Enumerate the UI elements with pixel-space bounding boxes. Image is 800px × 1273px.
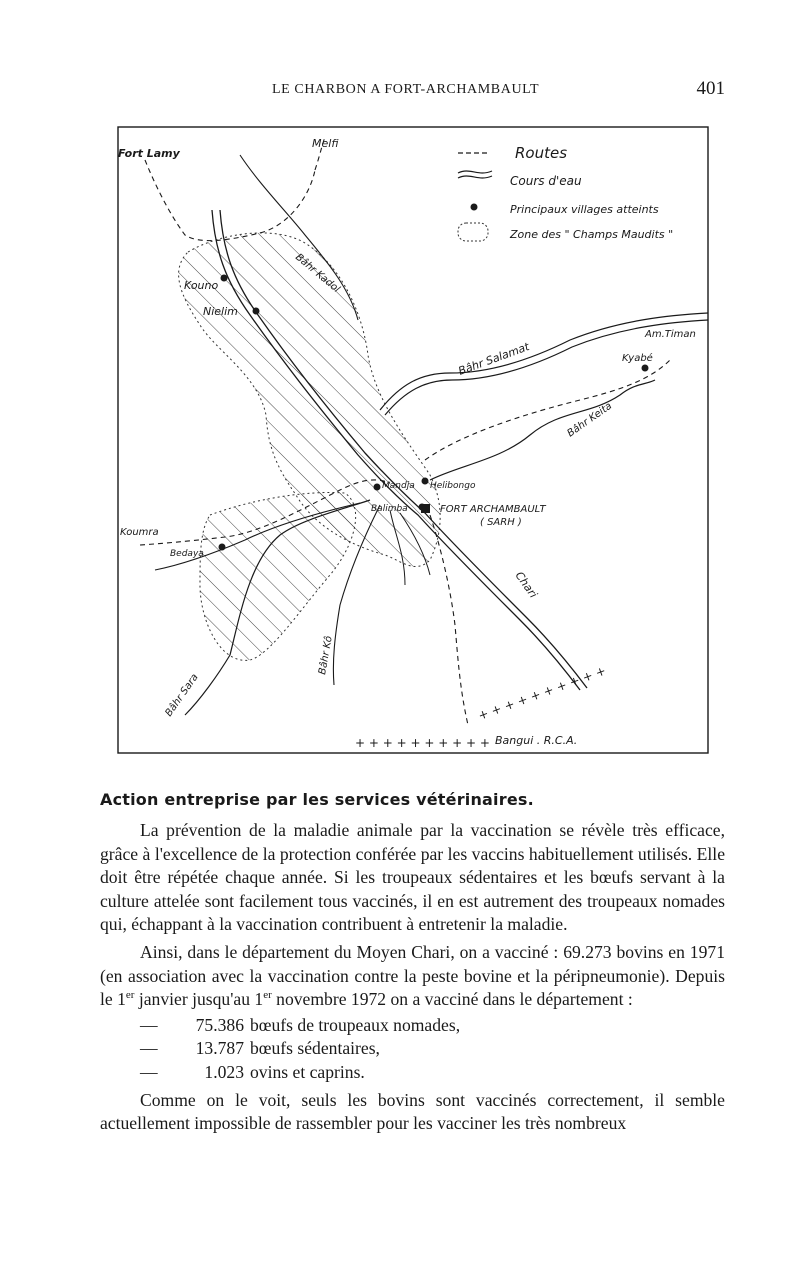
bahr-salamat-river: [380, 313, 708, 410]
label-kyabe: Kyabé: [622, 353, 653, 364]
running-title: LE CHARBON A FORT-ARCHAMBAULT: [272, 82, 540, 97]
bahr-keita-river: [430, 380, 655, 480]
village-dot-kouno: [221, 275, 228, 282]
running-header: [100, 74, 725, 104]
village-dot-nielim: [253, 308, 260, 315]
label-am-timan: Am.Timan: [645, 329, 696, 340]
label-bahr-keita: Bâhr Keita: [565, 400, 615, 440]
road-bangui: [430, 515, 468, 725]
label-mandja: Mandja: [382, 481, 415, 491]
list-number: 13.787: [195, 1038, 244, 1059]
paragraph-1: La prévention de la maladie animale par la vaccination se révèle très efficace, grâce à l'excellence de la protection conférée par les vaccins habituellement utilisés. Elle doit être répétée chaque année. Si les troupeaux sédentaires et les bœufs servant à la culture attelée sont facilement tous vaccinés, il en est autrement des troupeaux nomades qui, échappant à la vaccination contribuent à entretenir la maladie.: [100, 820, 725, 935]
legend-zone-symbol: [458, 223, 488, 241]
legend-rivers-label: Cours d'eau: [510, 174, 582, 188]
legend-roads-label: Routes: [515, 144, 568, 162]
label-nielim: Nielim: [203, 305, 238, 318]
list-dash: —: [140, 1038, 158, 1059]
legend-zone-label: Zone des " Champs Maudits ": [510, 228, 674, 241]
list-text: bœufs de troupeaux nomades,: [250, 1014, 461, 1035]
border-crosses-east: + + + + + + + + + +: [476, 663, 608, 723]
paragraph-2-part-2: janvier jusqu'au 1: [134, 989, 264, 1010]
road-fort-lamy: [145, 160, 315, 241]
list-item: [100, 1014, 725, 1038]
label-bahr-salamat: Bâhr Salamat: [456, 340, 532, 378]
paragraph-2-part-1: Ainsi, dans le département du Moyen Chari, on a vacciné : 69.273 bovins en 1971 (en association avec la vaccination contre la peste bovine et la péripneumonie). Depuis le 1: [100, 941, 725, 1010]
legend-rivers-symbol: [458, 171, 492, 178]
village-dot-mandja: [374, 484, 381, 491]
village-dot-helibongo: [422, 478, 429, 485]
label-kouno: Kouno: [184, 279, 219, 292]
list-text: bœufs sédentaires,: [250, 1038, 380, 1059]
list-item: [100, 1037, 725, 1061]
label-bahr-ko: Bâhr Kô: [317, 635, 335, 676]
paragraph-2-part-3: novembre 1972 on a vacciné dans le département :: [271, 989, 633, 1010]
superscript-1: er: [125, 989, 135, 1002]
list-number: 1.023: [204, 1061, 244, 1082]
map-svg: [100, 115, 725, 760]
label-bangui: Bangui . R.C.A.: [495, 734, 578, 747]
paragraph-3: Comme on le voit, seuls les bovins sont vaccinés correctement, il semble actuellement impossible de rassembler pour les vacciner les très nombreux: [100, 1089, 725, 1134]
list-item: [100, 1061, 725, 1085]
legend-villages-symbol: [471, 204, 478, 211]
label-bahr-sara: Bâhr Sara: [163, 671, 201, 719]
label-koumra: Koumra: [120, 527, 159, 538]
label-fort-lamy: Fort Lamy: [118, 147, 180, 160]
page-number: 401: [696, 78, 725, 99]
label-balimba: Balimba: [371, 504, 408, 514]
list-dash: —: [140, 1014, 158, 1035]
paragraph-2: [100, 941, 725, 1012]
village-dot-kyabe: [642, 365, 649, 372]
label-chari: Chari: [512, 569, 540, 601]
list-text: ovins et caprins.: [250, 1061, 365, 1082]
map-legend: [458, 144, 673, 241]
list-dash: —: [140, 1061, 158, 1082]
label-helibongo: Helibongo: [430, 481, 476, 491]
vaccination-list: [100, 1014, 725, 1085]
village-dot-bedaya: [219, 544, 226, 551]
label-fort-archambault: FORT ARCHAMBAULT: [440, 504, 546, 515]
label-bedaya: Bedaya: [170, 549, 204, 559]
label-sarh: ( SARH ): [480, 517, 522, 528]
body-text: [100, 790, 725, 1136]
section-heading: Action entreprise par les services vétérinaires.: [100, 790, 534, 809]
label-melfi: Melfi: [312, 137, 339, 150]
superscript-2: er: [263, 989, 272, 1002]
map-figure: [100, 115, 725, 760]
town-fort-archambault: [421, 504, 430, 513]
list-number: 75.386: [195, 1014, 244, 1035]
champs-maudits-zone-south: [200, 492, 356, 660]
label-bahr-kadol: Bâhr Kadol: [293, 251, 342, 296]
legend-villages-label: Principaux villages atteints: [510, 203, 659, 216]
border-crosses: + + + + + + + + + +: [355, 736, 490, 750]
map-frame: [118, 127, 708, 753]
